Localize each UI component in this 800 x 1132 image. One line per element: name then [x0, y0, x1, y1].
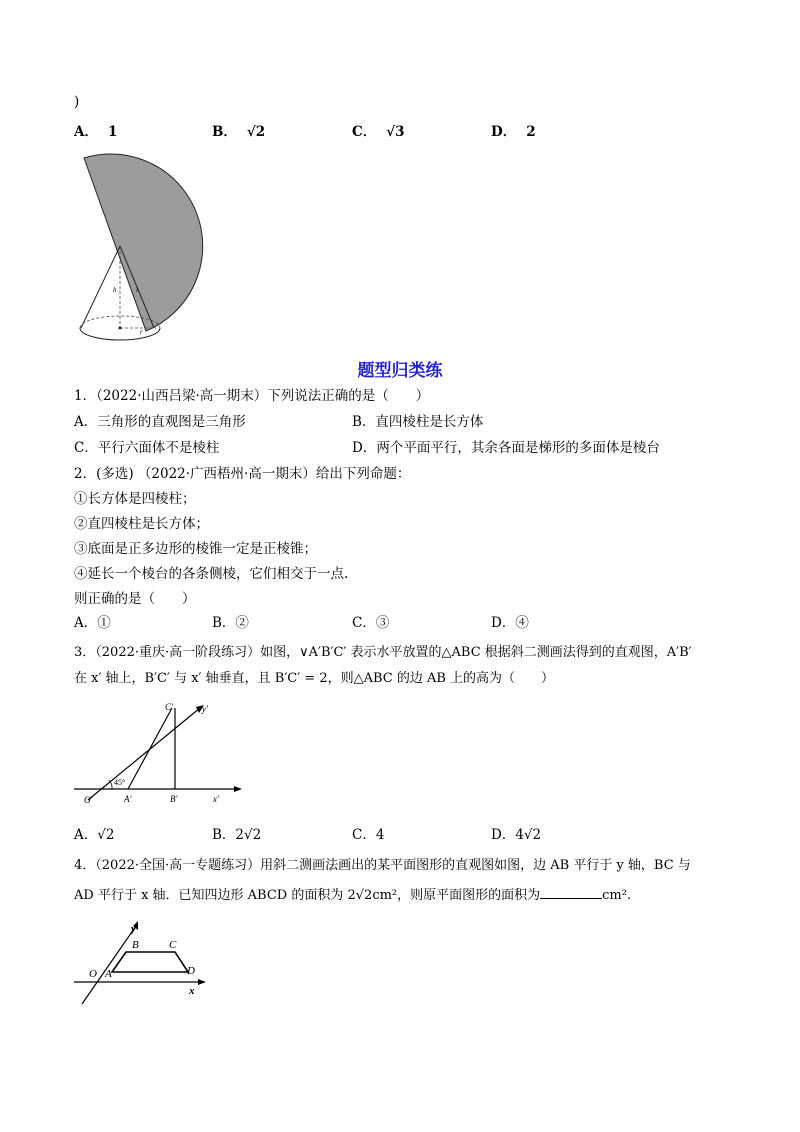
- prev-option-a: A． 1: [74, 124, 118, 140]
- q1-option-d: D．两个平面平行，其余各面是梯形的多面体是棱台: [352, 440, 660, 456]
- q2-option-b: B．②: [212, 615, 249, 631]
- label-l: l: [136, 286, 138, 294]
- q1-option-c: C．平行六面体不是棱柱: [74, 440, 220, 456]
- prev-option-c: C． √3: [352, 124, 405, 140]
- q3-option-b: B．2√2: [212, 827, 262, 843]
- label-angle: 45°: [114, 778, 126, 787]
- q2-option-d: D．④: [491, 615, 529, 631]
- prev-question-tail: ): [74, 94, 80, 110]
- label-r: r: [140, 328, 143, 336]
- section-title: 题型归类练: [357, 361, 443, 381]
- q3-option-c: C．4: [352, 827, 385, 843]
- q3-stem-line1: 3．（2022·重庆·高一阶段练习）如图，∨A′B′C′ 表示水平放置的△ABC 根据斜二测画法得到的直观图，A′B′: [74, 645, 692, 660]
- label-a: A′: [124, 794, 132, 804]
- q4-stem-line2: AD 平行于 x 轴．已知四边形 ABCD 的面积为 2√2cm²，则原平面图形的面积为 cm².: [74, 888, 632, 903]
- y-axis: [82, 926, 136, 1004]
- edge-a-c: [128, 708, 172, 789]
- q2-option-c: C．③: [352, 615, 390, 631]
- q2-option-a: A．①: [74, 615, 111, 631]
- q2-stem: 2．(多选) （2022·广西梧州·高一期末）给出下列命题：: [74, 466, 411, 482]
- label-y: y′: [202, 704, 208, 714]
- label-b: B: [132, 939, 139, 951]
- q1-stem: 1．（2022·山西吕梁·高一期末）下列说法正确的是（ ）: [74, 388, 430, 404]
- label-c: C: [169, 939, 177, 951]
- q2-statement-4: ④延长一个棱台的各条侧棱，它们相交于一点.: [74, 566, 349, 582]
- q3-option-d: D．4√2: [491, 827, 542, 843]
- trapezoid-abcd: [112, 952, 188, 972]
- q3-stem-line2: 在 x′ 轴上，B′C′ 与 x′ 轴垂直，且 B′C′ = 2，则△ABC 的边 AB 上的高为（ ）: [74, 671, 555, 686]
- q2-statement-2: ②直四棱柱是长方体；: [74, 516, 209, 532]
- q3-oblique-triangle-figure: [72, 696, 244, 812]
- q1-option-a: A．三角形的直观图是三角形: [74, 414, 246, 430]
- cone-sector-figure: [72, 148, 222, 344]
- y-axis: [88, 708, 200, 800]
- label-o: O: [89, 968, 97, 980]
- label-h: h: [113, 286, 117, 294]
- sector-shape: [84, 154, 203, 331]
- label-c: C′: [165, 702, 173, 712]
- q1-option-b: B．直四棱柱是长方体: [352, 414, 484, 430]
- label-x: x: [189, 985, 195, 997]
- q2-statement-1: ①长方体是四棱柱；: [74, 491, 196, 507]
- q2-ask: 则正确的是（ ）: [74, 591, 196, 607]
- label-x: x′: [213, 794, 219, 804]
- label-a: A: [105, 968, 112, 980]
- label-b: B′: [170, 794, 178, 804]
- q4-oblique-trapezoid-figure: [72, 912, 212, 1012]
- label-y: y: [131, 923, 136, 935]
- label-o: O′: [84, 795, 93, 805]
- answer-blank[interactable]: [540, 886, 602, 899]
- q3-option-a: A．√2: [74, 827, 115, 843]
- q2-statement-3: ③底面是正多边形的棱锥一定是正棱锥；: [74, 541, 317, 557]
- prev-option-b: B． √2: [212, 124, 266, 140]
- q4-stem-line1: 4．（2022·全国·高一专题练习）用斜二测画法画出的某平面图形的直观图如图，边 AB 平行于 y 轴，BC 与: [74, 858, 691, 873]
- prev-option-d: D． 2: [491, 124, 536, 140]
- label-d: D: [187, 965, 195, 977]
